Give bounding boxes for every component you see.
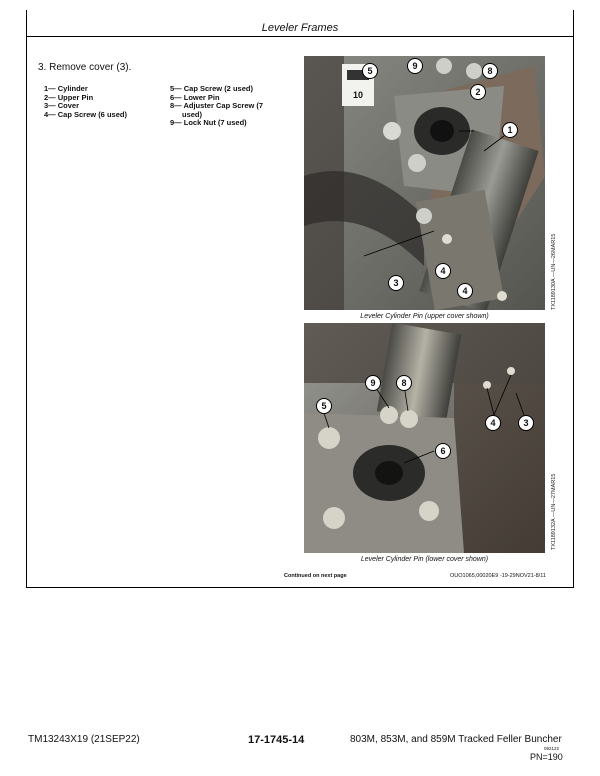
callout-9: 9	[365, 375, 381, 391]
callout-8: 8	[482, 63, 498, 79]
photo-upper-caption: Leveler Cylinder Pin (upper cover shown)	[360, 313, 489, 320]
photo-lower-illustration	[304, 323, 545, 553]
continued-note: Continued on next page	[284, 573, 347, 579]
photo-lower-caption: Leveler Cylinder Pin (lower cover shown)	[360, 556, 489, 563]
footer-machine-title: 803M, 853M, and 859M Tracked Feller Buncher	[350, 734, 562, 745]
legend-item: 6— Lower Pin	[170, 92, 220, 102]
legend-item: 3— Cover	[44, 101, 80, 111]
photo-lower-cover	[304, 323, 545, 553]
callout-1: 1	[502, 122, 518, 138]
callout-4: 4	[485, 415, 501, 431]
legend-item: 8— Adjuster Cap Screw (7	[170, 101, 264, 111]
callout-4: 4	[457, 283, 473, 299]
callout-3: 3	[388, 275, 404, 291]
legend-item: 5— Cap Screw (2 used)	[170, 84, 253, 93]
footer-manual-id: TM13243X19 (21SEP22)	[28, 734, 140, 745]
callout-6: 6	[435, 443, 451, 459]
legend-left	[44, 85, 127, 119]
legend-right	[170, 85, 263, 128]
body-bottom-rule	[26, 587, 574, 588]
step-instruction: 3. Remove cover (3).	[38, 62, 132, 73]
callout-4: 4	[435, 263, 451, 279]
legend-item: used)	[182, 109, 203, 119]
photo-upper-illustration	[304, 56, 545, 310]
doc-code: OUO1065,00020E9 -19-29NOV21-8/11	[450, 573, 546, 579]
callout-3: 3	[518, 415, 534, 431]
photo-upper-code: TX1189130A —UN—26MAR15	[551, 233, 557, 310]
callout-8: 8	[396, 375, 412, 391]
legend-item: 4— Cap Screw (6 used)	[44, 109, 127, 119]
legend-item: 9— Lock Nut (7 used)	[170, 118, 247, 128]
legend-item: 2— Upper Pin	[44, 92, 94, 102]
page-title: Leveler Frames	[261, 22, 339, 34]
photo-lower-code: TX1189132A —UN—27MAR15	[551, 473, 557, 550]
callout-9: 9	[407, 58, 423, 74]
header-bottom-rule	[26, 36, 574, 37]
body-left-rule	[26, 36, 27, 587]
body-right-rule	[573, 36, 574, 587]
footer-pn: PN=190	[530, 752, 563, 762]
callout-2: 2	[470, 84, 486, 100]
photo-label-number: 10	[352, 90, 363, 100]
legend-item: 1— Cylinder	[44, 84, 88, 93]
photo-upper-cover	[304, 56, 545, 310]
callout-5: 5	[316, 398, 332, 414]
callout-5: 5	[362, 63, 378, 79]
footer-page-number: 17-1745-14	[248, 734, 305, 746]
footer-revision: 092122	[544, 746, 560, 751]
